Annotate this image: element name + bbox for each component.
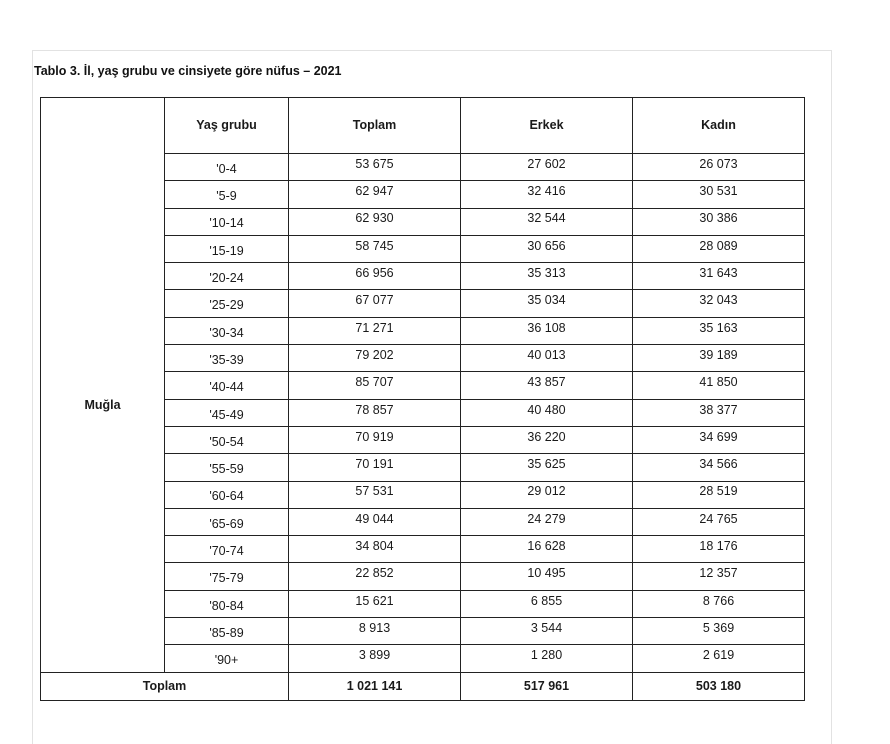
female-cell <box>633 208 805 235</box>
table-caption: Tablo 3. İl, yaş grubu ve cinsiyete göre nüfus – 2021 <box>34 64 342 78</box>
male-cell-value: 40 013 <box>527 347 566 362</box>
total-cell-value: 3 899 <box>358 648 391 663</box>
male-cell-value: 35 313 <box>527 266 566 281</box>
total-cell-value: 78 857 <box>355 402 394 417</box>
header-male: Erkek <box>461 98 633 154</box>
female-cell <box>633 317 805 344</box>
header-age-group: Yaş grubu <box>165 98 289 154</box>
female-cell-value: 38 377 <box>699 402 738 417</box>
male-cell-value: 32 544 <box>527 211 566 226</box>
age-group-cell: '5-9 <box>165 181 289 208</box>
total-cell-value: 70 191 <box>355 457 394 472</box>
male-cell <box>461 345 633 372</box>
total-cell <box>289 536 461 563</box>
age-group-cell: '80-84 <box>165 590 289 617</box>
age-group-cell: '35-39 <box>165 345 289 372</box>
female-cell <box>633 618 805 645</box>
male-cell-value: 36 220 <box>527 429 566 444</box>
age-group-cell: '40-44 <box>165 372 289 399</box>
total-cell-value: 85 707 <box>355 375 394 390</box>
age-group-cell: '65-69 <box>165 508 289 535</box>
female-cell <box>633 263 805 290</box>
female-cell <box>633 563 805 590</box>
total-cell-value: 79 202 <box>355 347 394 362</box>
male-cell-value: 35 625 <box>527 457 566 472</box>
male-cell <box>461 426 633 453</box>
total-cell <box>289 290 461 317</box>
total-cell-value: 8 913 <box>358 620 391 635</box>
total-cell <box>289 590 461 617</box>
male-cell-value: 10 495 <box>527 566 566 581</box>
table-header-row <box>41 98 805 154</box>
male-cell-value: 36 108 <box>527 320 566 335</box>
total-cell-value: 15 621 <box>355 593 394 608</box>
age-group-cell: '50-54 <box>165 426 289 453</box>
male-cell <box>461 536 633 563</box>
total-cell-value: 49 044 <box>355 511 394 526</box>
female-cell-value: 34 699 <box>699 429 738 444</box>
total-cell <box>289 263 461 290</box>
grand-total-cell: 1 021 141 <box>289 672 461 700</box>
total-cell <box>289 235 461 262</box>
age-group-cell: '0-4 <box>165 154 289 181</box>
female-cell <box>633 154 805 181</box>
female-total-cell: 503 180 <box>633 672 805 700</box>
female-cell-value: 31 643 <box>699 266 738 281</box>
female-cell <box>633 481 805 508</box>
male-cell <box>461 154 633 181</box>
male-cell-value: 27 602 <box>527 156 566 171</box>
female-cell <box>633 454 805 481</box>
male-cell <box>461 235 633 262</box>
table-total-row <box>41 672 805 700</box>
male-cell <box>461 481 633 508</box>
male-cell-value: 30 656 <box>527 238 566 253</box>
age-group-cell: '55-59 <box>165 454 289 481</box>
total-cell <box>289 563 461 590</box>
female-cell-value: 2 619 <box>702 648 735 663</box>
total-cell <box>289 181 461 208</box>
total-cell-value: 53 675 <box>355 156 394 171</box>
female-cell-value: 18 176 <box>699 539 738 554</box>
total-cell-value: 70 919 <box>355 429 394 444</box>
female-cell-value: 39 189 <box>699 347 738 362</box>
female-cell <box>633 235 805 262</box>
age-group-cell: '45-49 <box>165 399 289 426</box>
header-female: Kadın <box>633 98 805 154</box>
male-cell-value: 32 416 <box>527 184 566 199</box>
female-cell-value: 28 089 <box>699 238 738 253</box>
total-label: Toplam <box>41 672 289 700</box>
age-group-cell: '15-19 <box>165 235 289 262</box>
total-cell-value: 67 077 <box>355 293 394 308</box>
male-cell <box>461 263 633 290</box>
male-total-cell: 517 961 <box>461 672 633 700</box>
total-cell-value: 34 804 <box>355 539 394 554</box>
female-cell-value: 12 357 <box>699 566 738 581</box>
female-cell <box>633 290 805 317</box>
male-cell <box>461 563 633 590</box>
male-cell <box>461 508 633 535</box>
female-cell <box>633 399 805 426</box>
female-cell <box>633 426 805 453</box>
female-cell <box>633 508 805 535</box>
total-cell <box>289 426 461 453</box>
male-cell-value: 40 480 <box>527 402 566 417</box>
age-group-cell: '85-89 <box>165 618 289 645</box>
total-cell <box>289 399 461 426</box>
total-cell <box>289 508 461 535</box>
female-cell-value: 30 386 <box>699 211 738 226</box>
total-cell-value: 62 947 <box>355 184 394 199</box>
total-cell <box>289 618 461 645</box>
male-cell <box>461 290 633 317</box>
total-cell-value: 71 271 <box>355 320 394 335</box>
female-cell-value: 30 531 <box>699 184 738 199</box>
total-cell <box>289 645 461 672</box>
male-cell-value: 24 279 <box>527 511 566 526</box>
female-cell <box>633 372 805 399</box>
total-cell <box>289 317 461 344</box>
total-cell-value: 62 930 <box>355 211 394 226</box>
age-group-cell: '75-79 <box>165 563 289 590</box>
total-cell-value: 57 531 <box>355 484 394 499</box>
region-name: Muğla <box>41 98 165 673</box>
male-cell <box>461 372 633 399</box>
age-group-cell: '60-64 <box>165 481 289 508</box>
female-cell <box>633 181 805 208</box>
male-cell-value: 43 857 <box>527 375 566 390</box>
age-group-cell: '10-14 <box>165 208 289 235</box>
total-cell <box>289 481 461 508</box>
male-cell <box>461 590 633 617</box>
female-cell-value: 5 369 <box>702 620 735 635</box>
female-cell <box>633 536 805 563</box>
population-table <box>40 97 805 701</box>
total-cell-value: 22 852 <box>355 566 394 581</box>
female-cell <box>633 645 805 672</box>
male-cell <box>461 454 633 481</box>
total-cell <box>289 372 461 399</box>
total-cell-value: 58 745 <box>355 238 394 253</box>
age-group-cell: '90+ <box>165 645 289 672</box>
female-cell-value: 24 765 <box>699 511 738 526</box>
total-cell-value: 66 956 <box>355 266 394 281</box>
male-cell-value: 16 628 <box>527 539 566 554</box>
male-cell-value: 1 280 <box>530 648 563 663</box>
header-total: Toplam <box>289 98 461 154</box>
age-group-cell: '30-34 <box>165 317 289 344</box>
female-cell-value: 28 519 <box>699 484 738 499</box>
age-group-cell: '70-74 <box>165 536 289 563</box>
female-cell-value: 26 073 <box>699 156 738 171</box>
female-cell-value: 35 163 <box>699 320 738 335</box>
male-cell <box>461 317 633 344</box>
total-cell <box>289 154 461 181</box>
age-group-cell: '20-24 <box>165 263 289 290</box>
female-cell-value: 8 766 <box>702 593 735 608</box>
male-cell-value: 3 544 <box>530 620 563 635</box>
total-cell <box>289 208 461 235</box>
male-cell <box>461 181 633 208</box>
female-cell-value: 34 566 <box>699 457 738 472</box>
male-cell <box>461 399 633 426</box>
male-cell-value: 35 034 <box>527 293 566 308</box>
age-group-cell: '25-29 <box>165 290 289 317</box>
male-cell-value: 6 855 <box>530 593 563 608</box>
total-cell <box>289 454 461 481</box>
male-cell-value: 29 012 <box>527 484 566 499</box>
male-cell <box>461 618 633 645</box>
female-cell-value: 32 043 <box>699 293 738 308</box>
male-cell <box>461 208 633 235</box>
female-cell-value: 41 850 <box>699 375 738 390</box>
total-cell <box>289 345 461 372</box>
male-cell <box>461 645 633 672</box>
female-cell <box>633 590 805 617</box>
female-cell <box>633 345 805 372</box>
